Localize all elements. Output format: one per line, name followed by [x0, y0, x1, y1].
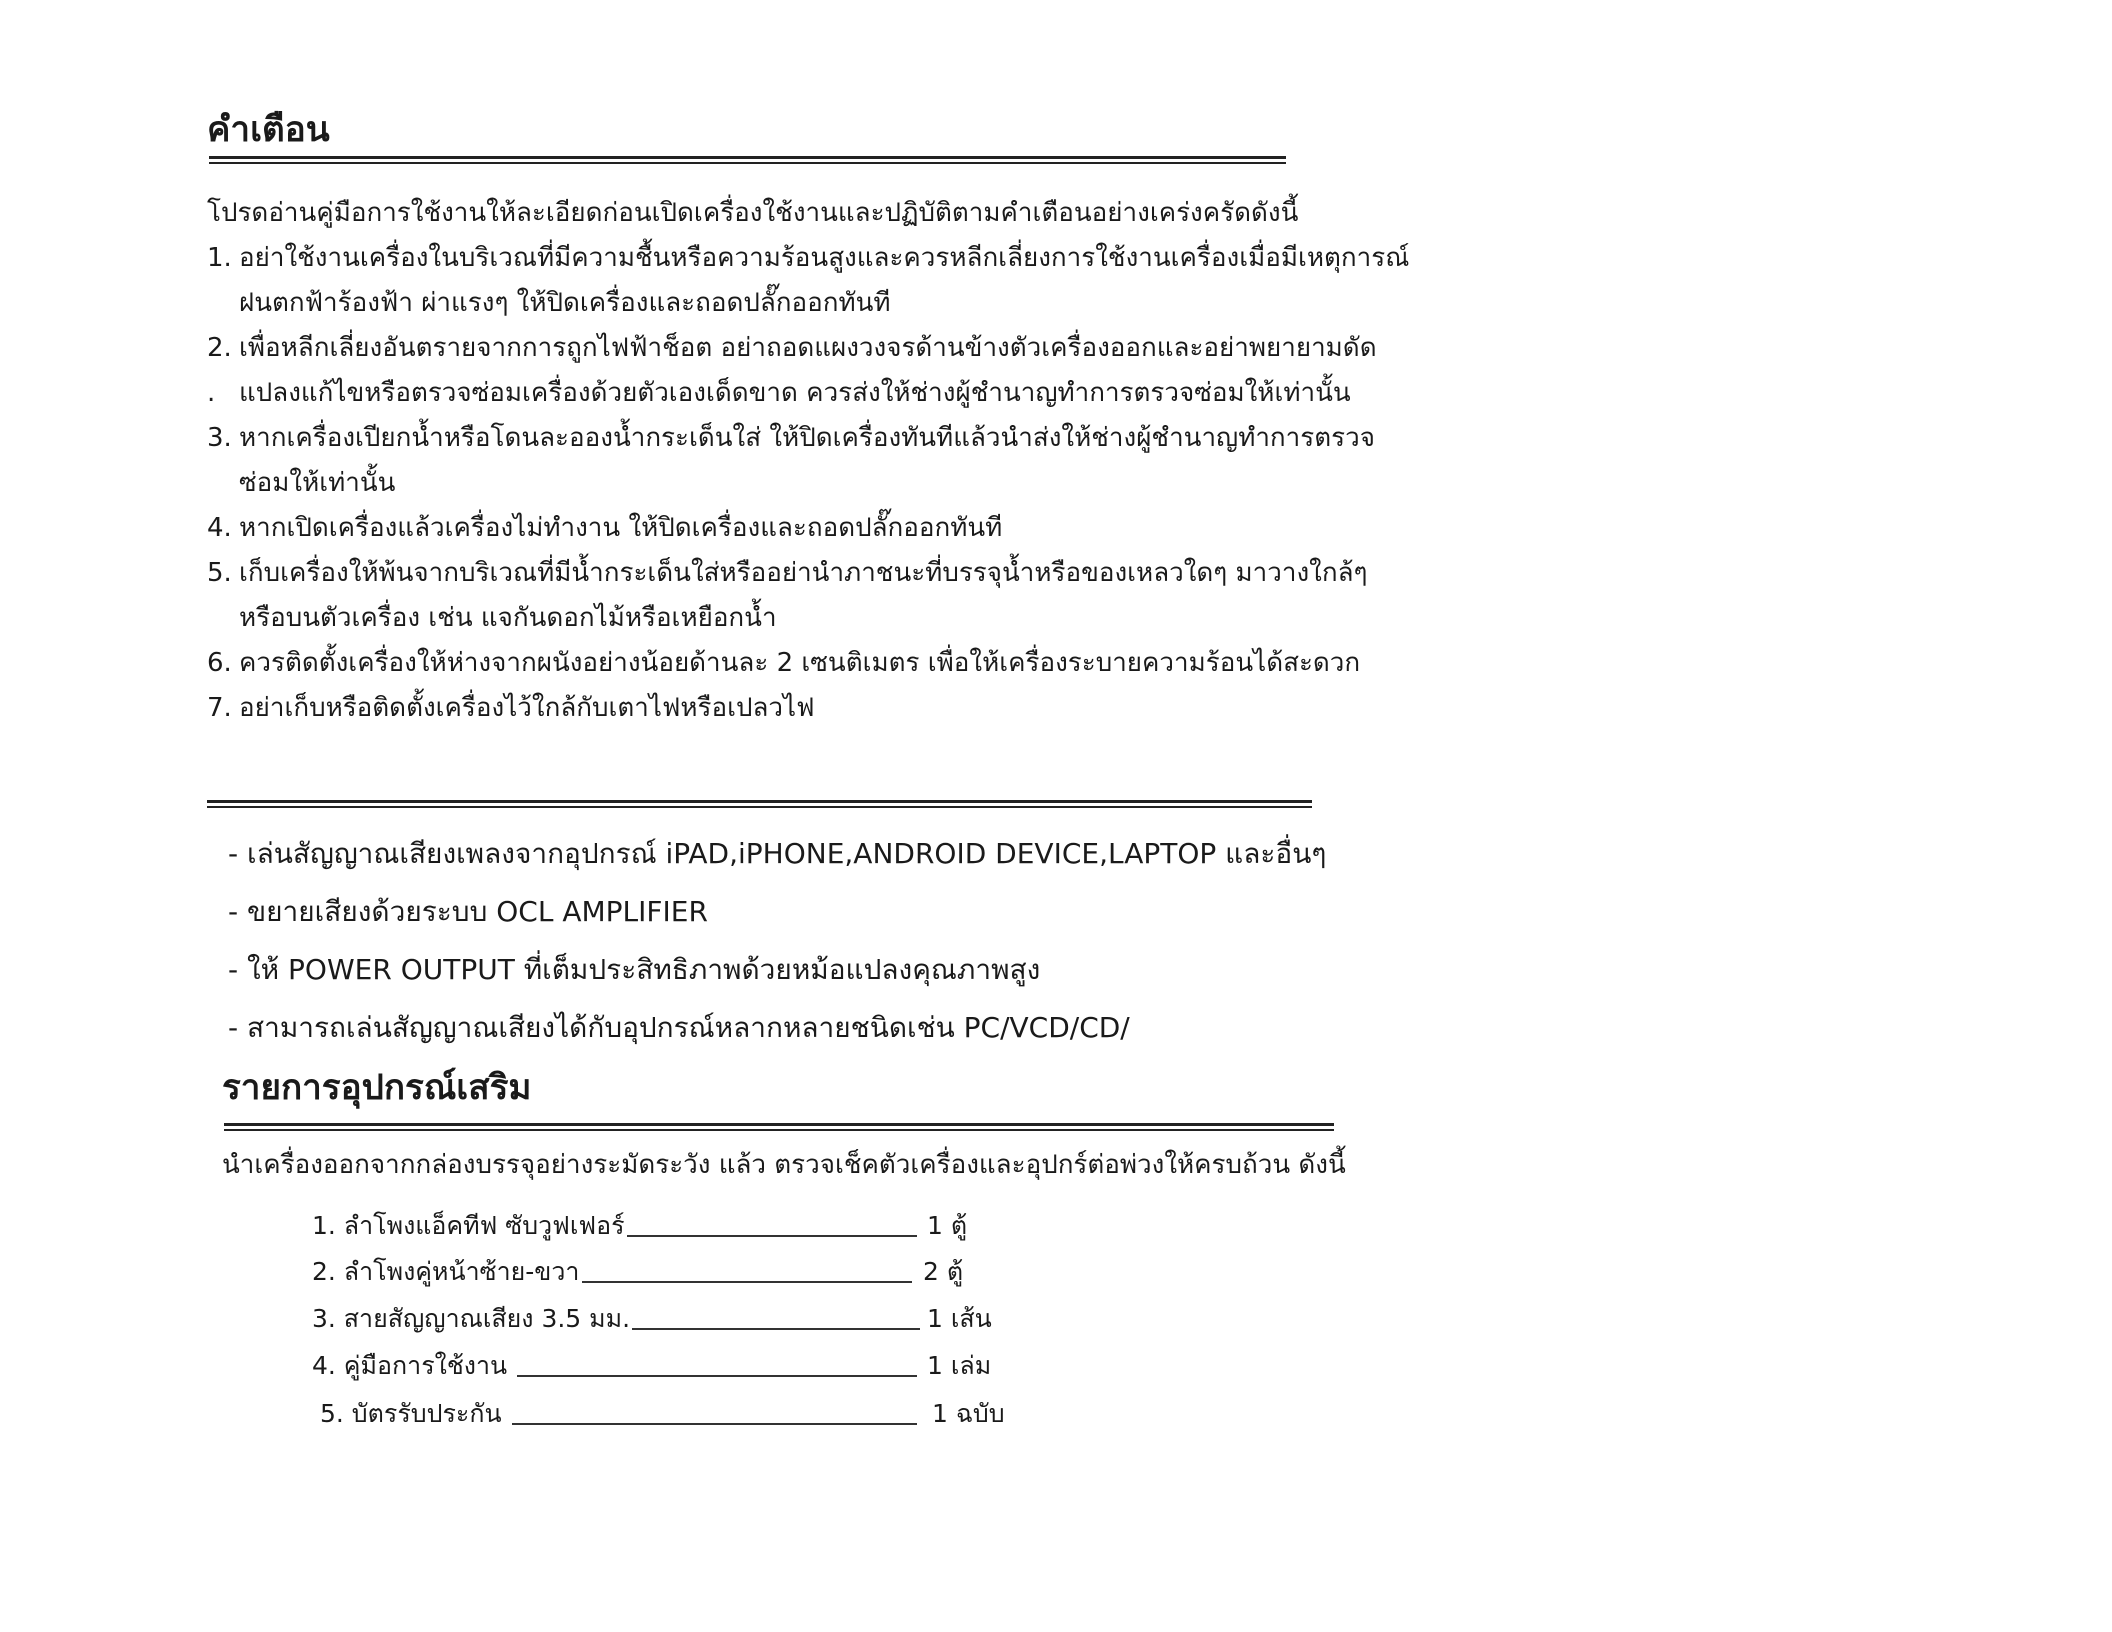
accessory-quantity: 2 ตู้ — [923, 1257, 964, 1286]
warning-item-1 — [207, 238, 1409, 278]
accessories-title-rule-top — [224, 1123, 1334, 1126]
warning-item-2 — [207, 328, 1377, 368]
warning-intro: โปรดอ่านคู่มือการใช้งานให้ละเอียดก่อนเปิดเครื่องใช้งานและปฏิบัติตามคำเตือนอย่างเคร่งครัดดังนี้ — [207, 198, 1299, 228]
feature-item-1: - เล่นสัญญาณเสียงเพลงจากอุปกรณ์ iPAD,iPHONE,ANDROID DEVICE,LAPTOP และอื่นๆ — [228, 837, 1327, 870]
accessory-leader-line — [632, 1328, 920, 1330]
accessory-label: 4. คู่มือการใช้งาน — [312, 1351, 508, 1380]
warning-item-number: 6. — [207, 648, 232, 678]
accessory-item — [312, 1253, 964, 1291]
warning-item-number: 7. — [207, 693, 232, 723]
warning-item-text: อย่าเก็บหรือติดตั้งเครื่องไว้ใกล้กับเตาไฟหรือเปลวไฟ — [239, 693, 815, 723]
accessory-item — [320, 1395, 1005, 1433]
warning-item-3-continued: ซ่อมให้เท่านั้น — [239, 468, 396, 498]
accessory-leader-line — [517, 1375, 917, 1377]
warning-item-text: หากเครื่องเปียกน้ำหรือโดนละอองน้ำกระเด็นใส่ ให้ปิดเครื่องทันทีแล้วนำส่งให้ช่างผู้ชำนาญทำการตรวจ — [239, 423, 1375, 453]
warning-item-text: เพื่อหลีกเลี่ยงอันตรายจากการถูกไฟฟ้าช็อต อย่าถอดแผงวงจรด้านข้างตัวเครื่องออกและอย่าพยายามดัด — [239, 333, 1377, 363]
warning-item-5 — [207, 553, 1368, 593]
accessory-quantity: 1 ฉบับ — [932, 1399, 1005, 1428]
warning-item-text: อย่าใช้งานเครื่องในบริเวณที่มีความชื้นหรือความร้อนสูงและควรหลีกเลี่ยงการใช้งานเครื่องเมื่อมีเหตุการณ์ — [239, 243, 1410, 273]
warning-item-1-continued: ฝนตกฟ้าร้องฟ้า ผ่าแรงๆ ให้ปิดเครื่องและถอดปลั๊กออกทันที — [239, 288, 891, 318]
accessory-leader-line — [627, 1235, 917, 1237]
features-rule-top — [207, 800, 1312, 803]
warning-item-number: 4. — [207, 513, 232, 543]
warning-item-text: หากเปิดเครื่องแล้วเครื่องไม่ทำงาน ให้ปิดเครื่องและถอดปลั๊กออกทันที — [239, 513, 1003, 543]
warning-item-number: 5. — [207, 558, 232, 588]
warning-item-text: ควรติดตั้งเครื่องให้ห่างจากผนังอย่างน้อยด้านละ 2 เซนติเมตร เพื่อให้เครื่องระบายความร้อนได้สะดวก — [239, 648, 1361, 678]
warning-item-4 — [207, 508, 1002, 548]
features-rule-bottom — [207, 806, 1312, 808]
accessory-quantity: 1 เล่ม — [927, 1351, 992, 1380]
accessory-item — [312, 1347, 992, 1385]
accessory-label: 1. ลำโพงแอ็คทีฟ ซับวูฟเฟอร์ — [312, 1211, 625, 1240]
warning-item-6 — [207, 643, 1360, 683]
feature-item-2: - ขยายเสียงด้วยระบบ OCL AMPLIFIER — [228, 895, 708, 928]
warning-item-number: . — [207, 378, 216, 408]
warning-item-5-continued: หรือบนตัวเครื่อง เช่น แจกันดอกไม้หรือเหยือกน้ำ — [239, 603, 777, 633]
accessory-quantity: 1 ตู้ — [927, 1211, 968, 1240]
accessory-item — [312, 1300, 992, 1338]
accessory-label: 3. สายสัญญาณเสียง 3.5 มม. — [312, 1304, 631, 1333]
warning-item-text: เก็บเครื่องให้พ้นจากบริเวณที่มีน้ำกระเด็นใส่หรืออย่านำภาชนะที่บรรจุน้ำหรือของเหลวใดๆ มาวางใกล้ๆ — [239, 558, 1368, 588]
accessories-intro: นำเครื่องออกจากกล่องบรรจุอย่างระมัดระวัง แล้ว ตรวจเช็คตัวเครื่องและอุปกร์ต่อพ่วงให้ครบถ้วน ดังนี้ — [222, 1150, 1346, 1180]
accessory-label: 2. ลำโพงคู่หน้าซ้าย-ขวา — [312, 1257, 580, 1286]
feature-item-4: - สามารถเล่นสัญญาณเสียงได้กับอุปกรณ์หลากหลายชนิดเช่น PC/VCD/CD/ — [228, 1011, 1130, 1044]
warning-item-text: แปลงแก้ไขหรือตรวจซ่อมเครื่องด้วยตัวเองเด็ดขาด ควรส่งให้ช่างผู้ชำนาญทำการตรวจซ่อมให้เท่านั้น — [239, 378, 1351, 408]
warning-title-rule-top — [209, 156, 1286, 159]
warning-item-3 — [207, 418, 1375, 458]
warning-title: คำเตือน — [207, 110, 330, 150]
warning-item-number: 3. — [207, 423, 232, 453]
accessories-title: รายการอุปกรณ์เสริม — [222, 1068, 532, 1108]
accessory-leader-line — [582, 1281, 912, 1283]
warning-item-7 — [207, 688, 814, 728]
accessory-leader-line — [512, 1423, 917, 1425]
warning-title-rule-bottom — [209, 162, 1286, 164]
warning-item-number: 2. — [207, 333, 232, 363]
accessories-title-rule-bottom — [224, 1129, 1334, 1131]
accessory-label: 5. บัตรรับประกัน — [320, 1399, 502, 1428]
warning-item-2-continued — [207, 373, 1351, 413]
warning-item-number: 1. — [207, 243, 232, 273]
feature-item-3: - ให้ POWER OUTPUT ที่เต็มประสิทธิภาพด้วยหม้อแปลงคุณภาพสูง — [228, 953, 1041, 986]
accessory-quantity: 1 เส้น — [927, 1304, 992, 1333]
accessory-item — [312, 1207, 968, 1245]
